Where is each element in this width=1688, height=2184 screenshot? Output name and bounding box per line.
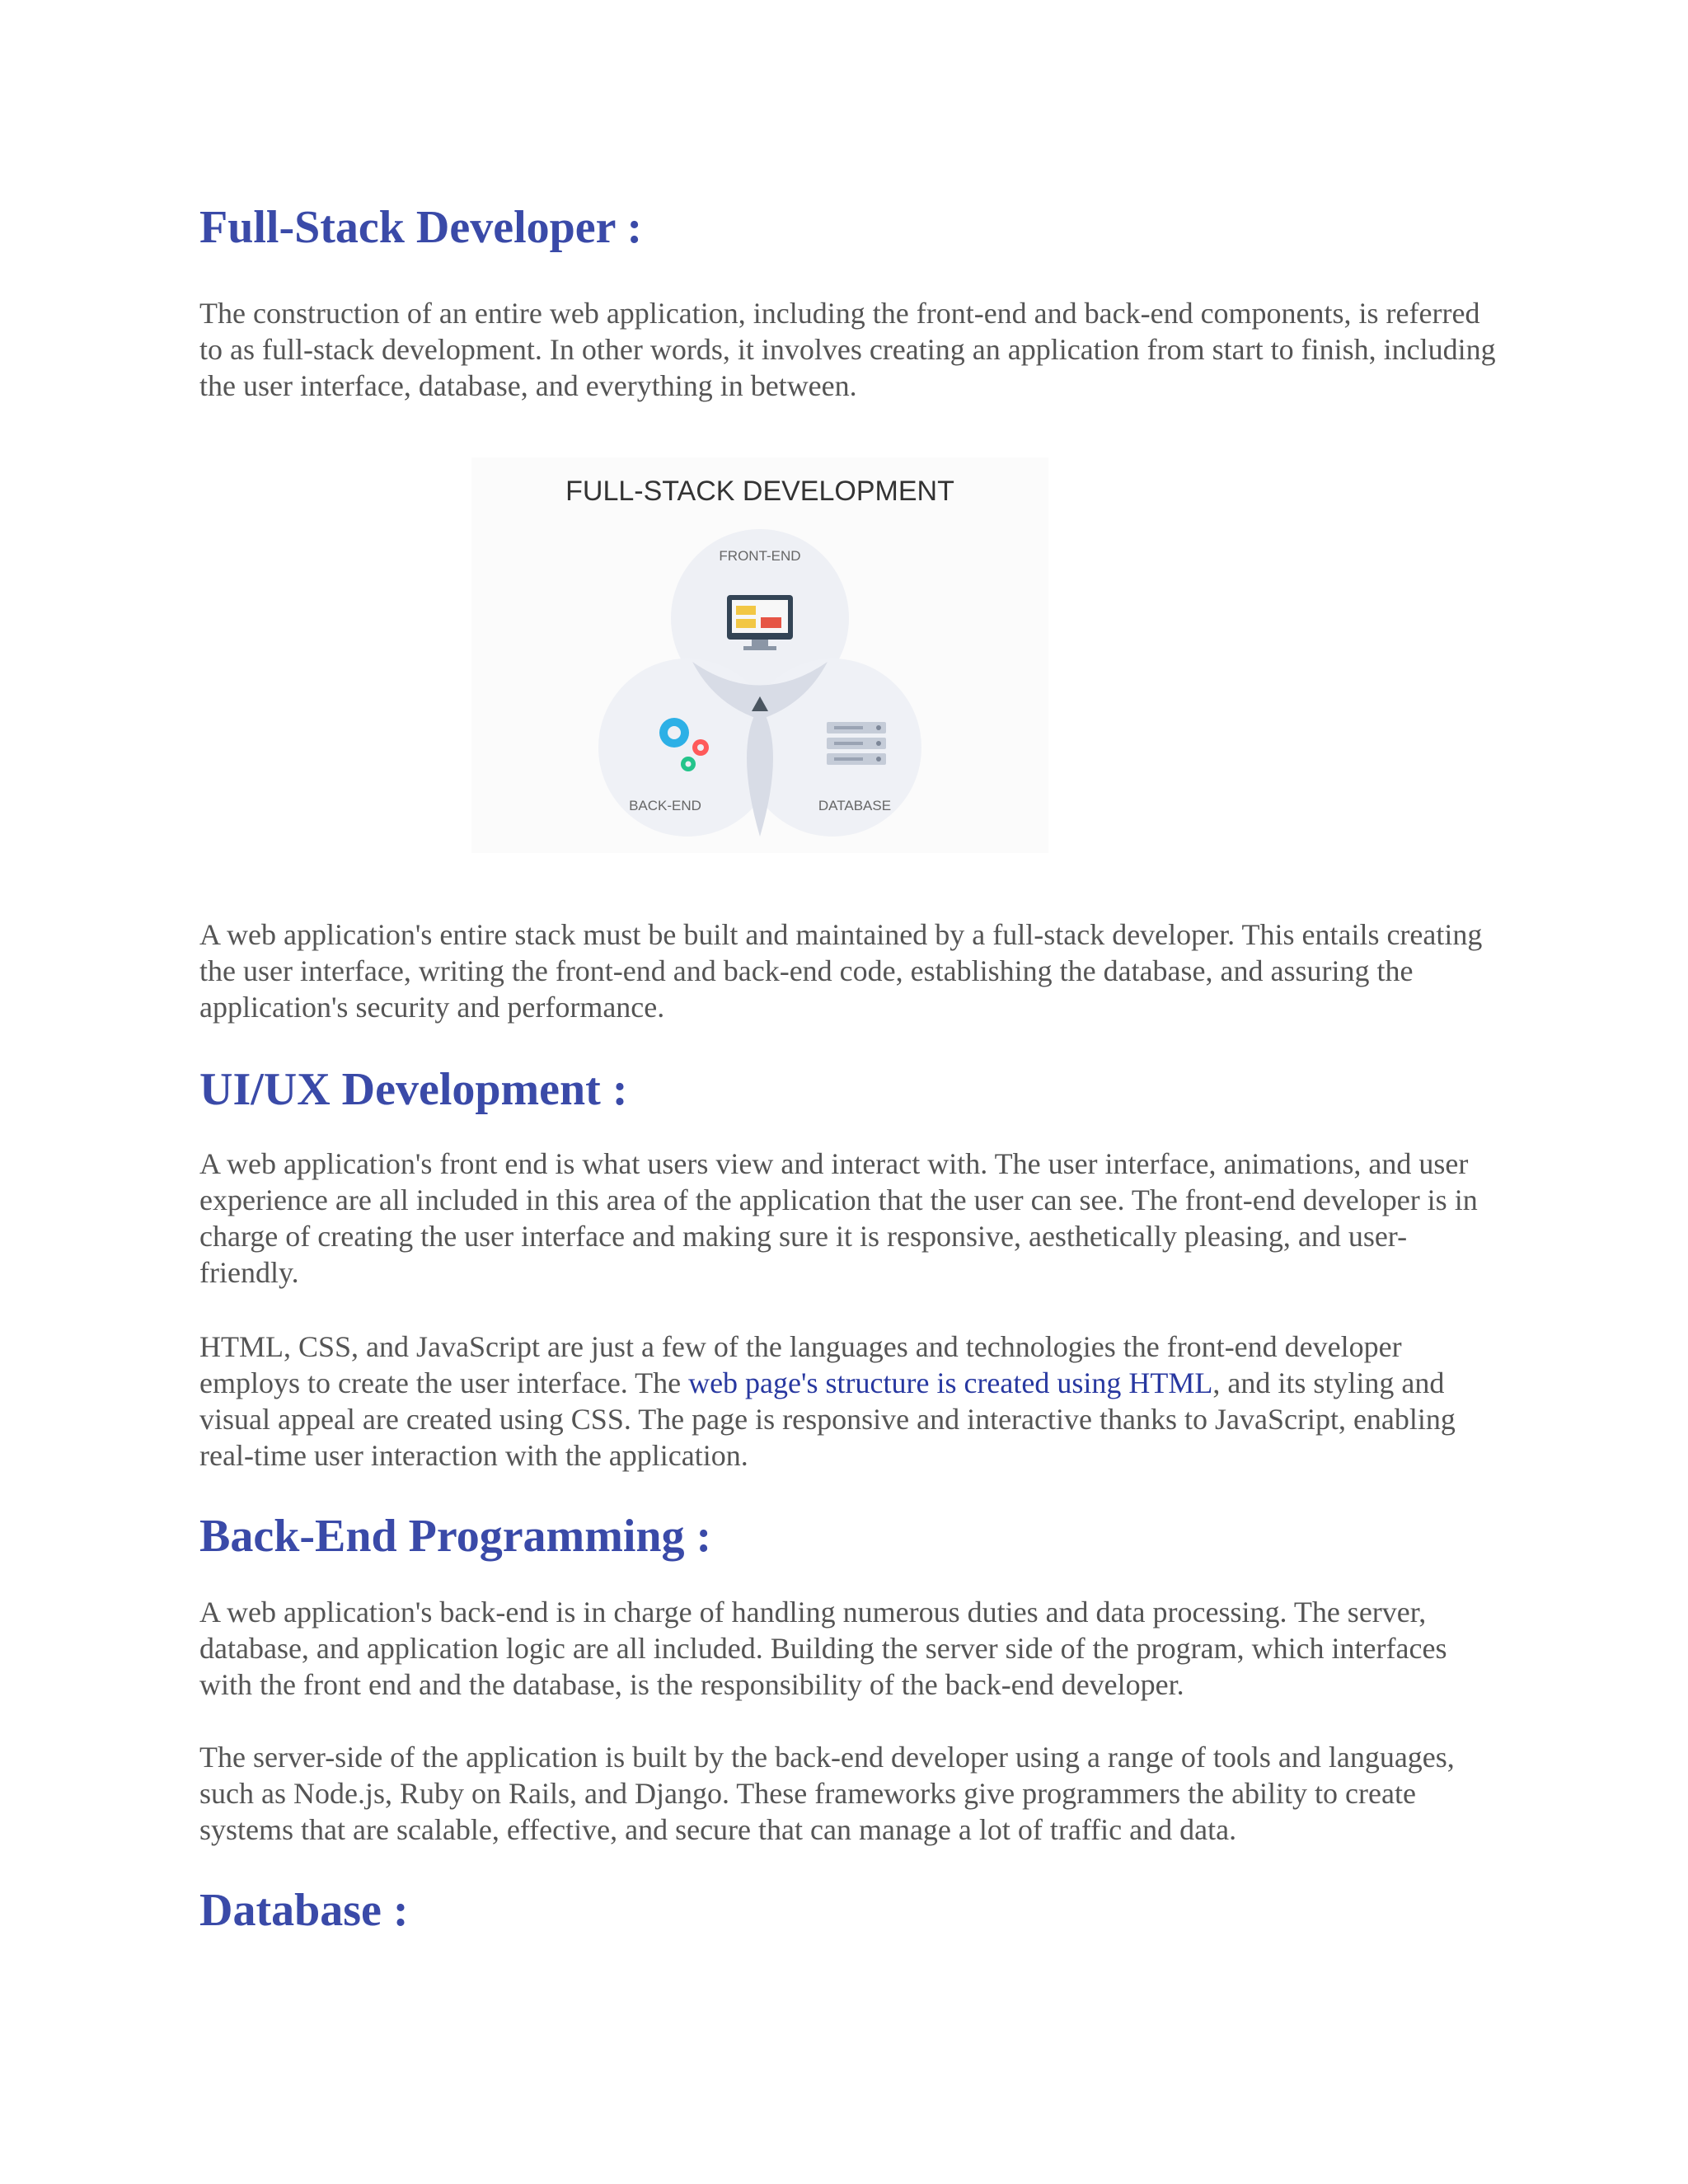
uiux-technologies-text-end: , and its styling and visual appeal are created using CSS. The page is responsive and interactive thanks to JavaScript, enabling real-time user interaction with the application.	[199, 1366, 1456, 1472]
html-structure-link[interactable]: web page's structure is created using HTML	[688, 1366, 1213, 1399]
paragraph-fullstack-role: A web application's entire stack must be built and maintained by a full-stack developer. This entails creating the user interface, writing the front-end and back-end code, establishing the database, and assuring the application's security and performance.	[199, 918, 1483, 1024]
figure-title: FULL-STACK DEVELOPMENT	[565, 476, 954, 507]
frontend-label: FRONT-END	[719, 548, 801, 564]
database-label: DATABASE	[818, 798, 892, 813]
paragraph-backend-duties: A web application's back-end is in charge of handling numerous duties and data processing. The server, database, and application logic are all included. Building the server side of the program, which interfaces with the front end and the database, is the responsibility of the back-end developer.	[199, 1596, 1447, 1701]
paragraph-fullstack-intro: The construction of an entire web application, including the front-end and back-end components, is referred to as full-stack development. In other words, it involves creating an application from start to finish, including the user interface, database, and everything in between.	[199, 297, 1496, 402]
heading-database: Database :	[199, 1885, 409, 1936]
full-stack-venn-diagram	[471, 457, 1048, 853]
full-stack-development-figure	[471, 457, 1048, 853]
heading-uiux-development: UI/UX Development :	[199, 1064, 628, 1115]
paragraph-uiux-frontend: A web application's front end is what users view and interact with. The user interface, animations, and user experience are all included in this area of the application that the user can see. The front-end developer is in charge of creating the user interface and making sure it is responsive, aesthetically pleasing, and user-friendly.	[199, 1147, 1478, 1289]
paragraph-backend-frameworks: The server-side of the application is built by the back-end developer using a range of tools and languages, such as Node.js, Ruby on Rails, and Django. These frameworks give programmers the ability to create systems that are scalable, effective, and secure that can manage a lot of traffic and data.	[199, 1741, 1455, 1846]
server-icon	[827, 722, 886, 765]
uiux-technologies-text-start: HTML, CSS, and JavaScript are just a few of the languages and technologies the front-end developer employs to create the user interface. The	[199, 1330, 1402, 1399]
backend-label: BACK-END	[629, 798, 701, 813]
heading-full-stack-developer: Full-Stack Developer :	[199, 202, 643, 253]
heading-back-end-programming: Back-End Programming :	[199, 1511, 712, 1562]
paragraph-uiux-technologies	[199, 1329, 1502, 1474]
